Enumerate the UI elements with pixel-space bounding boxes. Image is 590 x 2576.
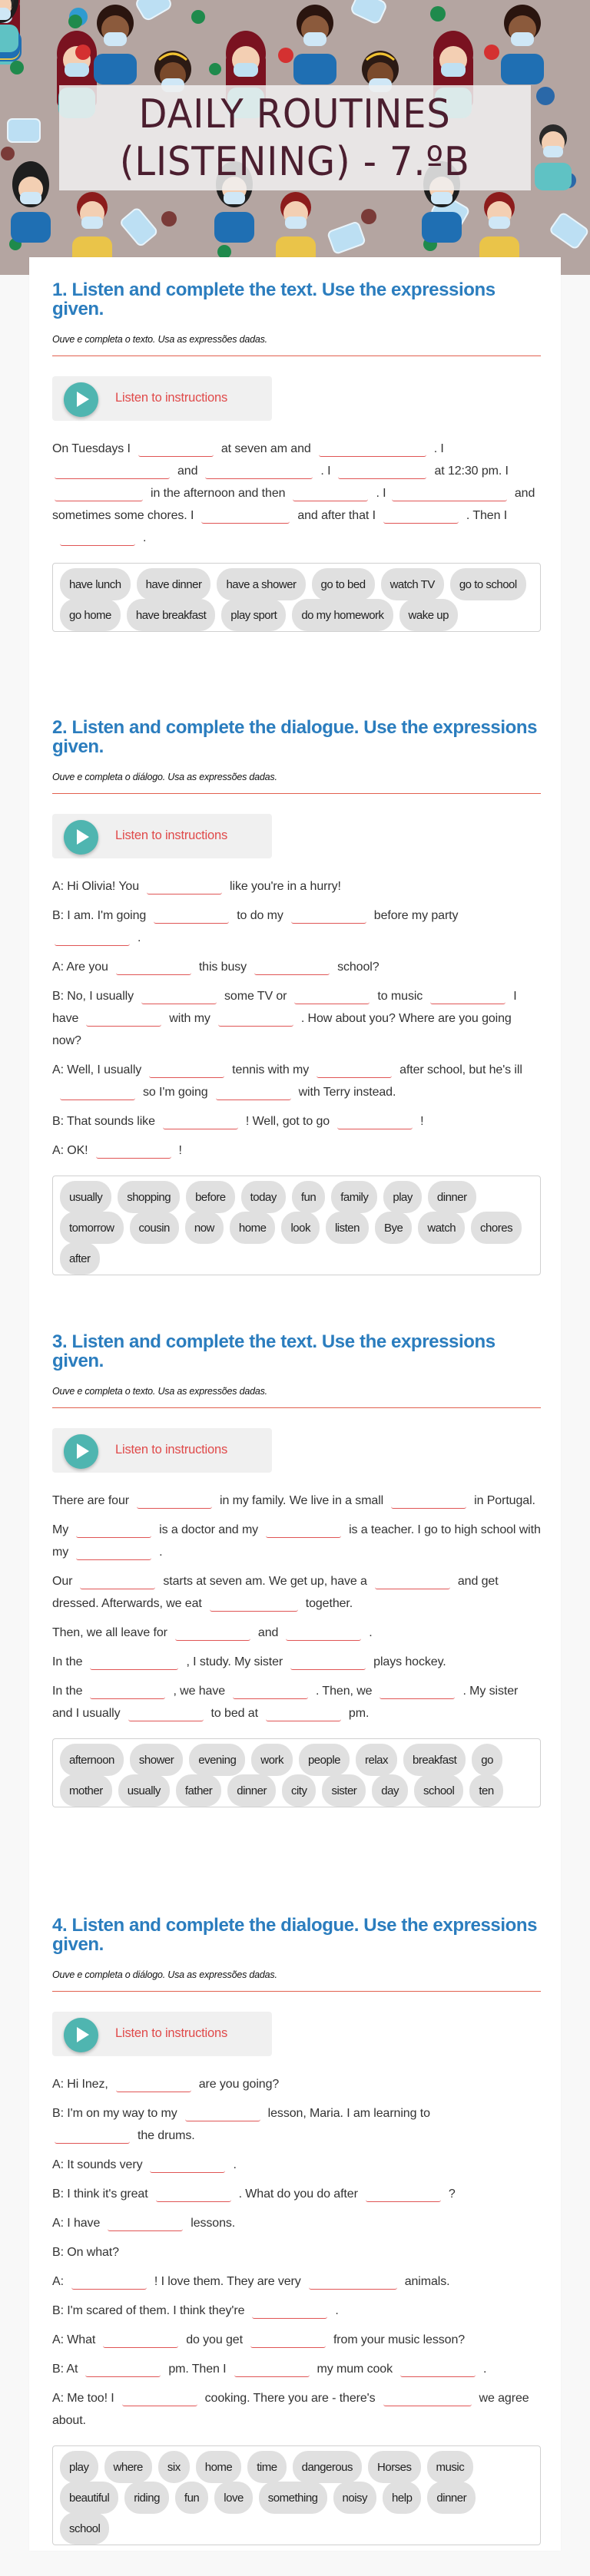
word-chip[interactable]: have lunch: [60, 568, 131, 600]
exercise-4: [52, 1916, 541, 2545]
word-chip[interactable]: have breakfast: [127, 599, 215, 631]
blank-input[interactable]: [391, 1494, 466, 1509]
blank-input[interactable]: [337, 1115, 413, 1129]
paragraph: My is a doctor and my is a teacher. I go to high school with my .: [52, 1523, 541, 1559]
blank-input[interactable]: [319, 442, 426, 457]
blank-input[interactable]: [85, 2363, 161, 2377]
blank-input[interactable]: [290, 1655, 366, 1670]
exercise-1-subtitle: Ouve e completa o texto. Usa as expressões dadas.: [52, 334, 267, 345]
word-chip[interactable]: have dinner: [137, 568, 211, 600]
blank-input[interactable]: [392, 487, 507, 501]
word-chip[interactable]: have a shower: [217, 568, 305, 600]
dialogue-line: B: I'm scared of them. I think they're .: [52, 2304, 339, 2317]
blank-input[interactable]: [103, 2333, 178, 2348]
word-chip[interactable]: beautiful: [60, 2482, 118, 2514]
divider: [52, 793, 541, 794]
word-chip[interactable]: city: [282, 1774, 317, 1807]
word-chip[interactable]: listen: [326, 1212, 369, 1244]
exercise-2-dialogue: [52, 875, 541, 1162]
title-overlay: [59, 85, 531, 190]
play-icon: [64, 2018, 98, 2052]
word-chip[interactable]: relax: [356, 1744, 397, 1776]
word-chip[interactable]: ten: [469, 1774, 502, 1807]
exercise-1-text: [52, 438, 541, 549]
word-chip[interactable]: Horses: [368, 2451, 421, 2483]
blank-input[interactable]: [96, 1144, 171, 1159]
exercise-3: [52, 1332, 541, 1807]
exercise-4-title: 4. Listen and complete the dialogue. Use the expressions given.: [52, 1915, 538, 1955]
exercise-1: [52, 280, 541, 632]
listen-to-instructions-button[interactable]: [52, 2012, 272, 2056]
word-chip[interactable]: dinner: [227, 1774, 276, 1807]
divider: [52, 1407, 541, 1408]
blank-input[interactable]: [252, 2304, 327, 2319]
blank-input[interactable]: [128, 1707, 204, 1721]
word-chip[interactable]: people: [299, 1744, 350, 1776]
blank-input[interactable]: [266, 1707, 341, 1721]
listen-to-instructions-button[interactable]: [52, 1428, 272, 1473]
word-chip[interactable]: do my homework: [292, 599, 393, 631]
dialogue-line: B: At pm. Then I my mum cook .: [52, 2363, 487, 2376]
blank-input[interactable]: [254, 961, 330, 975]
blank-input[interactable]: [383, 509, 459, 524]
divider: [52, 1991, 541, 1992]
blank-input[interactable]: [293, 487, 368, 501]
word-chip[interactable]: riding: [124, 2482, 169, 2514]
word-bank-1: [52, 563, 541, 632]
word-chip[interactable]: home: [230, 1212, 276, 1244]
page-title-line-1: DAILY ROUTINES: [138, 91, 452, 137]
word-chip[interactable]: help: [383, 2482, 421, 2514]
blank-input[interactable]: [294, 990, 370, 1004]
word-chip[interactable]: go to school: [450, 568, 526, 600]
paragraph: Our starts at seven am. We get up, have a and get dressed. Afterwards, we eat together.: [52, 1575, 499, 1610]
dialogue-line: B: I am. I'm going to do my before my party .: [52, 909, 459, 944]
paragraph: Then, we all leave for and .: [52, 1626, 373, 1639]
blank-input[interactable]: [210, 1597, 298, 1612]
word-chip[interactable]: family: [331, 1181, 377, 1213]
dialogue-line: A: Are you this busy school?: [52, 961, 380, 974]
blank-input[interactable]: [383, 2392, 472, 2406]
blank-input[interactable]: [216, 1086, 291, 1100]
word-chip[interactable]: evening: [189, 1744, 245, 1776]
exercise-4-subtitle: Ouve e completa o diálogo. Usa as expressões dadas.: [52, 1969, 277, 1980]
blank-input[interactable]: [122, 2392, 197, 2406]
blank-input[interactable]: [366, 2187, 441, 2202]
word-chip[interactable]: school: [414, 1774, 463, 1807]
blank-input[interactable]: [286, 1626, 361, 1641]
word-chip[interactable]: usually: [60, 1181, 111, 1213]
paragraph: In the , I study. My sister plays hockey.: [52, 1655, 446, 1668]
blank-input[interactable]: [201, 509, 290, 524]
blank-input[interactable]: [60, 531, 135, 546]
word-chip[interactable]: look: [281, 1212, 320, 1244]
word-chip[interactable]: Bye: [375, 1212, 412, 1244]
blank-input[interactable]: [55, 487, 143, 501]
listen-to-instructions-button[interactable]: [52, 814, 272, 858]
word-chip[interactable]: watch: [418, 1212, 465, 1244]
exercise-3-title: 3. Listen and complete the text. Use the expressions given.: [52, 1331, 496, 1371]
dialogue-line: A: I have lessons.: [52, 2217, 236, 2230]
blank-input[interactable]: [55, 931, 130, 946]
word-chip[interactable]: something: [259, 2482, 327, 2514]
paragraph: There are four in my family. We live in a small in Portugal.: [52, 1494, 535, 1507]
blank-input[interactable]: [116, 2078, 191, 2092]
word-chip[interactable]: work: [251, 1744, 293, 1776]
blank-input[interactable]: [156, 2187, 231, 2202]
blank-input[interactable]: [149, 1063, 224, 1078]
word-chip[interactable]: fun: [175, 2482, 208, 2514]
divider: [52, 355, 541, 356]
dialogue-line: A: It sounds very .: [52, 2158, 237, 2171]
blank-input[interactable]: [218, 1012, 293, 1027]
blank-input[interactable]: [430, 990, 505, 1004]
word-chip[interactable]: tomorrow: [60, 1212, 124, 1244]
play-icon: [64, 820, 98, 855]
blank-input[interactable]: [205, 465, 313, 479]
blank-input[interactable]: [338, 465, 426, 479]
header-banner: [0, 0, 590, 275]
blank-input[interactable]: [233, 1685, 308, 1699]
word-chip[interactable]: day: [372, 1774, 408, 1807]
dialogue-line: A: Hi Olivia! You like you're in a hurry!: [52, 880, 341, 893]
word-chip[interactable]: go home: [60, 599, 121, 631]
exercise-2-title: 2. Listen and complete the dialogue. Use the expressions given.: [52, 717, 538, 757]
word-chip[interactable]: home: [196, 2451, 242, 2483]
word-chip[interactable]: before: [186, 1181, 235, 1213]
worksheet-card: [29, 257, 561, 2551]
word-chip[interactable]: chores: [471, 1212, 522, 1244]
listen-label: Listen to instructions: [115, 2026, 228, 2040]
blank-input[interactable]: [250, 2333, 326, 2348]
word-chip[interactable]: shopping: [118, 1181, 180, 1213]
exercise-1-title: 1. Listen and complete the text. Use the expressions given.: [52, 279, 496, 319]
word-chip[interactable]: dinner: [427, 2482, 476, 2514]
blank-input[interactable]: [138, 442, 214, 457]
word-chip[interactable]: school: [60, 2512, 109, 2545]
exercise-2: [52, 718, 541, 1275]
word-chip[interactable]: watch TV: [381, 568, 444, 600]
blank-input[interactable]: [185, 2107, 260, 2121]
word-chip[interactable]: wake up: [399, 599, 458, 631]
blank-input[interactable]: [291, 909, 366, 924]
word-chip[interactable]: where: [104, 2451, 152, 2483]
blank-input[interactable]: [55, 465, 170, 479]
word-bank-2: [52, 1176, 541, 1275]
blank-input[interactable]: [141, 990, 217, 1004]
listen-label: Listen to instructions: [115, 1443, 228, 1457]
blank-input[interactable]: [86, 1012, 161, 1027]
word-chip[interactable]: today: [241, 1181, 286, 1213]
word-chip[interactable]: dinner: [428, 1181, 476, 1213]
blank-input[interactable]: [400, 2363, 476, 2377]
dialogue-line: B: I'm on my way to my lesson, Maria. I am learning to the drums.: [52, 2107, 430, 2142]
blank-input[interactable]: [71, 2275, 147, 2290]
blank-input[interactable]: [375, 1575, 450, 1589]
word-chip[interactable]: afternoon: [60, 1744, 124, 1776]
exercise-3-subtitle: Ouve e completa o texto. Usa as expressões dadas.: [52, 1386, 267, 1397]
word-chip[interactable]: cousin: [130, 1212, 179, 1244]
blank-input[interactable]: [76, 1523, 151, 1538]
word-chip[interactable]: noisy: [333, 2482, 377, 2514]
blank-input[interactable]: [76, 1546, 151, 1560]
exercise-2-subtitle: Ouve e completa o diálogo. Usa as expressões dadas.: [52, 772, 277, 782]
dialogue-line: A: Me too! I cooking. There you are - there's we agree about.: [52, 2392, 529, 2427]
blank-input[interactable]: [154, 909, 229, 924]
exercise-3-text: [52, 1490, 541, 1724]
dialogue-line: B: That sounds like ! Well, got to go !: [52, 1115, 424, 1128]
word-chip[interactable]: father: [176, 1774, 221, 1807]
blank-input[interactable]: [266, 1523, 341, 1538]
paragraph: In the , we have . Then, we . My sister and I usually to bed at pm.: [52, 1685, 519, 1720]
dialogue-line: A: Hi Inez, are you going?: [52, 2078, 280, 2091]
listen-to-instructions-button[interactable]: [52, 376, 272, 421]
paragraph: On Tuesdays I at seven am and . I and . I at 12:30 pm. I in the afternoon and then . I and sometimes some chores. I and after that I . Then I.: [52, 442, 535, 544]
word-chip[interactable]: mother: [60, 1774, 112, 1807]
dialogue-line: A: OK! !: [52, 1144, 182, 1157]
blank-input[interactable]: [137, 1494, 212, 1509]
blank-input[interactable]: [55, 2129, 130, 2144]
word-bank-3: [52, 1738, 541, 1807]
word-chip[interactable]: shower: [130, 1744, 183, 1776]
blank-input[interactable]: [380, 1685, 455, 1699]
blank-input[interactable]: [90, 1655, 178, 1670]
word-chip[interactable]: after: [60, 1242, 100, 1275]
word-chip[interactable]: music: [427, 2451, 474, 2483]
blank-input[interactable]: [175, 1626, 250, 1641]
exercise-4-dialogue: [52, 2073, 541, 2432]
blank-input[interactable]: [234, 2363, 310, 2377]
play-icon: [64, 382, 98, 417]
blank-input[interactable]: [309, 2275, 397, 2290]
word-chip[interactable]: love: [214, 2482, 253, 2514]
dialogue-line: B: No, I usually some TV or to music I have with my . How about you? Where are you going now?: [52, 990, 517, 1047]
word-chip[interactable]: dangerous: [293, 2451, 362, 2483]
word-chip[interactable]: go to bed: [312, 568, 375, 600]
page-title-line-2: (LISTENING) - 7.ºB: [120, 138, 470, 185]
word-chip[interactable]: now: [185, 1212, 224, 1244]
listen-label: Listen to instructions: [115, 391, 228, 405]
blank-input[interactable]: [317, 1063, 392, 1078]
word-chip[interactable]: play: [383, 1181, 422, 1213]
word-chip[interactable]: fun: [292, 1181, 325, 1213]
blank-input[interactable]: [60, 1086, 135, 1100]
word-chip[interactable]: sister: [322, 1774, 366, 1807]
blank-input[interactable]: [108, 2217, 183, 2231]
dialogue-line: B: On what?: [52, 2246, 119, 2259]
word-chip[interactable]: play: [60, 2451, 98, 2483]
word-bank-4: [52, 2445, 541, 2545]
blank-input[interactable]: [80, 1575, 155, 1589]
blank-input[interactable]: [116, 961, 191, 975]
word-chip[interactable]: six: [158, 2451, 190, 2483]
blank-input[interactable]: [150, 2158, 225, 2173]
dialogue-line: A: Well, I usually tennis with my after school, but he's illso I'm going with Terry instead.: [52, 1063, 522, 1099]
word-chip[interactable]: breakfast: [403, 1744, 466, 1776]
play-icon: [64, 1434, 98, 1469]
listen-label: Listen to instructions: [115, 828, 228, 842]
word-chip[interactable]: play sport: [221, 599, 286, 631]
word-chip[interactable]: go: [472, 1744, 502, 1776]
word-chip[interactable]: usually: [118, 1774, 170, 1807]
blank-input[interactable]: [90, 1685, 165, 1699]
dialogue-line: B: I think it's great . What do you do after ?: [52, 2187, 456, 2201]
blank-input[interactable]: [147, 880, 222, 894]
blank-input[interactable]: [163, 1115, 238, 1129]
word-chip[interactable]: time: [247, 2451, 286, 2483]
dialogue-line: A: ! I love them. They are very animals.: [52, 2275, 450, 2288]
dialogue-line: A: What do you get from your music lesson?: [52, 2333, 466, 2346]
